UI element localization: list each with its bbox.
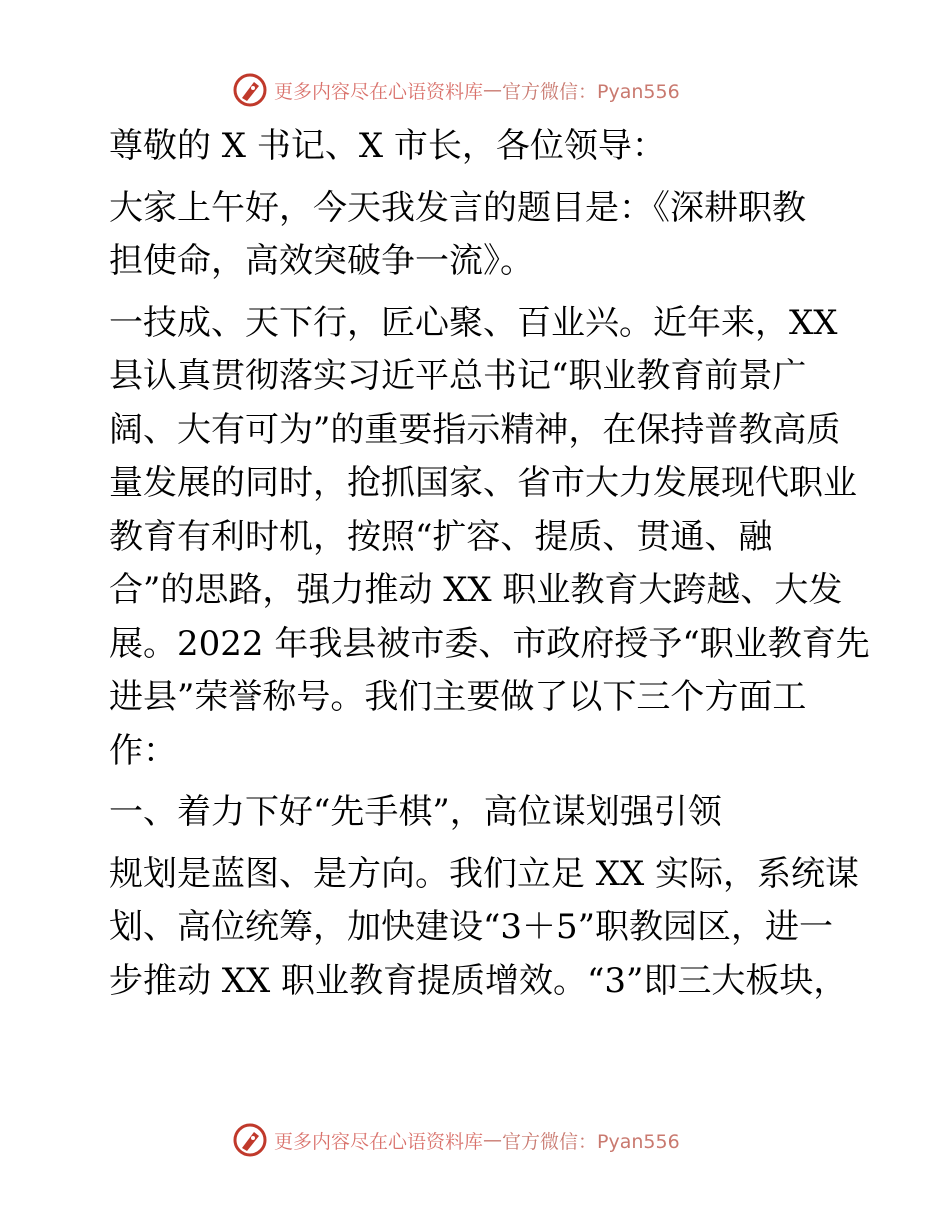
watermark-separator: — [483, 79, 503, 101]
document-body [97, 120, 870, 1016]
section-paragraph [97, 848, 860, 1009]
text-line: 县认真贯彻落实习近平总书记“职业教育前景广 [109, 356, 807, 396]
watermark-contact-text: 官方微信：Pyan556 [502, 1130, 680, 1153]
greeting-paragraph [97, 182, 857, 289]
pen-nib-circle-icon [232, 72, 268, 108]
text-line: 尊敬的 X 书记、X 市长，各位领导： [109, 126, 666, 166]
text-line: 量发展的同时，抢抓国家、省市大力发展现代职业 [109, 463, 857, 503]
text-line: 作： [109, 730, 177, 771]
text-line: 阔、大有可为”的重要指示精神，在保持普教高质 [109, 409, 841, 450]
text-line: 教育有利时机，按照“扩容、提质、贯通、融 [109, 516, 773, 557]
text-line: 一技成、天下行，匠心聚、百业兴。近年来，XX [109, 302, 838, 343]
section-heading [97, 786, 857, 840]
text-line: 进县”荣誉称号。我们主要做了以下三个方面工 [109, 677, 807, 717]
watermark-main-text: 更多内容尽在心语资料库 [274, 80, 484, 103]
heading-line: 一、着力下好“先手棋”，高位谋划强引领 [109, 792, 722, 832]
intro-paragraph [97, 297, 870, 779]
salutation-paragraph [97, 120, 857, 174]
watermark-footer [232, 1122, 732, 1158]
text-line: 划、高位统筹，加快建设“3＋5”职教园区，进一 [109, 907, 834, 947]
watermark-header [232, 72, 732, 108]
pen-nib-circle-icon [232, 1122, 268, 1158]
watermark-contact-text: 官方微信：Pyan556 [502, 80, 680, 103]
watermark-main-text: 更多内容尽在心语资料库 [274, 1130, 484, 1153]
text-line: 合”的思路，强力推动 XX 职业教育大跨越、大发 [109, 570, 843, 610]
text-line: 规划是蓝图、是方向。我们立足 XX 实际，系统谋 [109, 853, 860, 894]
text-line: 展。2022 年我县被市委、市政府授予“职业教育先 [109, 623, 870, 664]
watermark-separator: — [483, 1129, 503, 1151]
text-line: 担使命，高效突破争一流》。 [109, 241, 534, 281]
text-line: 大家上午好，今天我发言的题目是：《深耕职教 [109, 187, 806, 228]
text-line: 步推动 XX 职业教育提质增效。“3”即三大板块， [109, 960, 848, 1001]
